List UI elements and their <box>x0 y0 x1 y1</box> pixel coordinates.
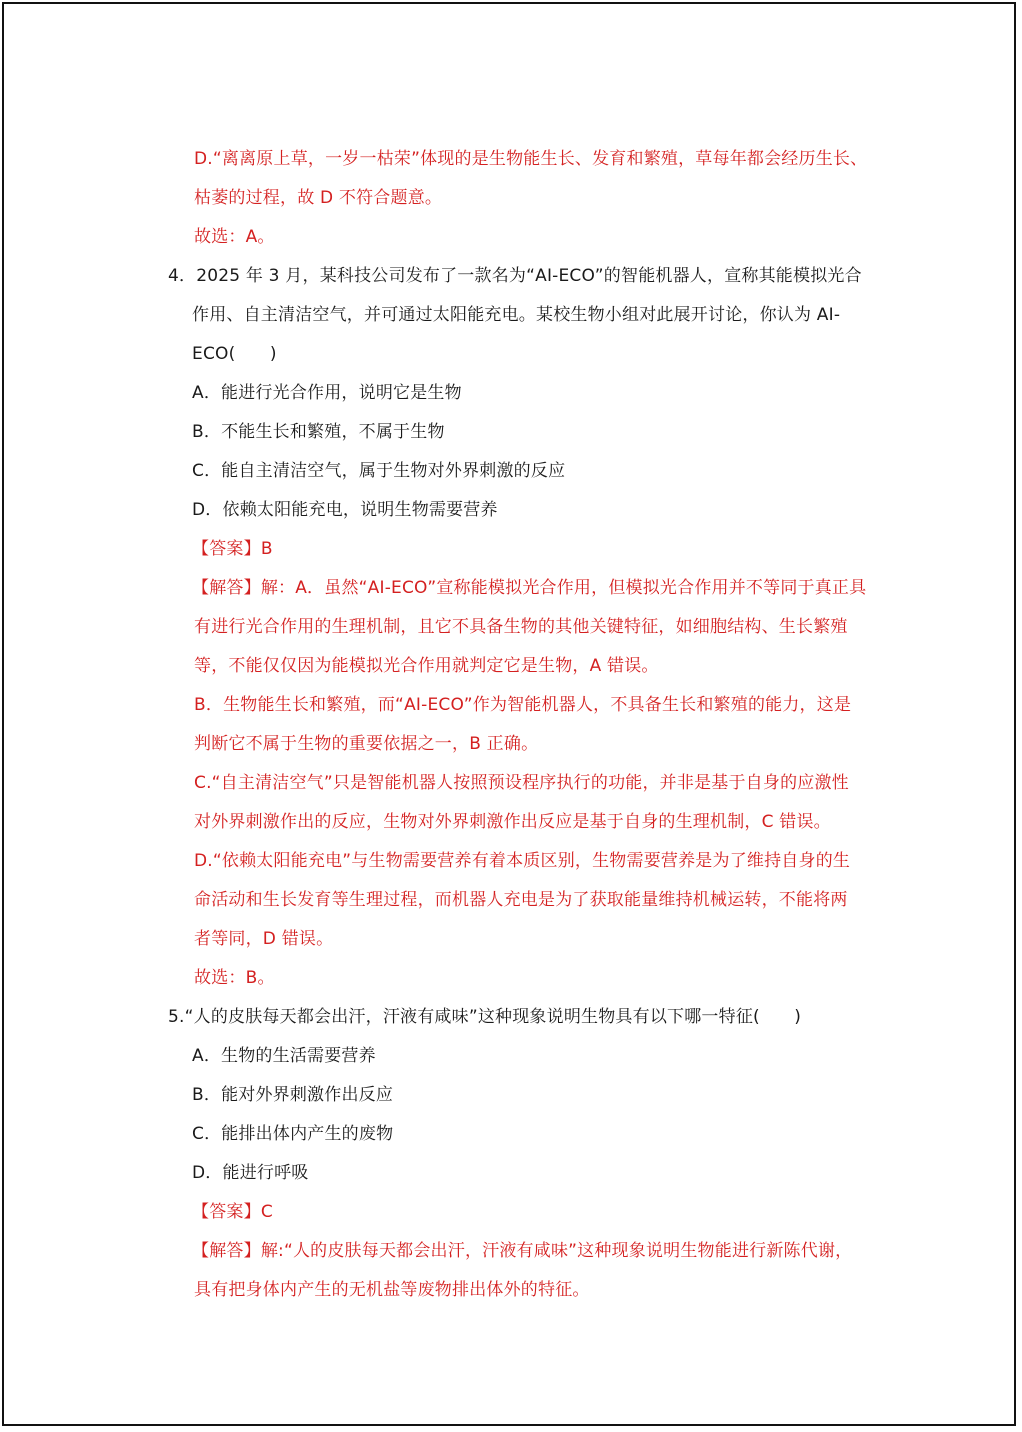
q5-analysis-line1 <box>192 1239 852 1263</box>
q4-analysis-line6: C.“自主清洁空气”只是智能机器人按照预设程序执行的功能，并非是基于自身的应激性 <box>194 773 849 793</box>
q4-option-b: B．不能生长和繁殖，不属于生物 <box>192 422 445 442</box>
q4-option-a: A．能进行光合作用，说明它是生物 <box>192 383 462 403</box>
q5-answer <box>192 1200 273 1224</box>
q4-analysis-line1 <box>192 576 866 600</box>
q4-stem-line2: 作用、自主清洁空气，并可通过太阳能充电。某校生物小组对此展开讨论，你认为 AI- <box>192 305 841 325</box>
q5-analysis-tag: 【解答】 <box>192 1241 261 1261</box>
q4-analysis-line3: 等，不能仅仅因为能模拟光合作用就判定它是生物，A 错误。 <box>194 656 659 676</box>
q4-answer-tag: 【答案】 <box>192 539 261 559</box>
q5-option-b: B．能对外界刺激作出反应 <box>192 1085 394 1105</box>
q5-answer-value: C <box>260 1202 273 1222</box>
prev-explanation-d-line2: 枯萎的过程，故 D 不符合题意。 <box>194 188 443 208</box>
q4-answer-value: B <box>260 539 273 559</box>
q4-analysis-line10: 者等同，D 错误。 <box>194 929 334 949</box>
q4-analysis-tag: 【解答】 <box>192 578 261 598</box>
q5-option-d: D．能进行呼吸 <box>192 1163 309 1183</box>
q4-analysis-line8: D.“依赖太阳能充电”与生物需要营养有着本质区别，生物需要营养是为了维持自身的生 <box>194 851 851 871</box>
q5-analysis-text: 解:“人的皮肤每天都会出汗，汗液有咸味”这种现象说明生物能进行新陈代谢， <box>260 1241 853 1261</box>
q5-answer-tag: 【答案】 <box>192 1202 261 1222</box>
prev-choice: 故选：A。 <box>194 227 275 247</box>
q5-analysis-line2: 具有把身体内产生的无机盐等废物排出体外的特征。 <box>194 1280 590 1300</box>
q4-option-d: D．依赖太阳能充电，说明生物需要营养 <box>192 500 498 520</box>
prev-explanation-d-line1: D.“离离原上草，一岁一枯荣”体现的是生物能生长、发育和繁殖，草每年都会经历生长、 <box>194 149 868 169</box>
q5-option-a: A．生物的生活需要营养 <box>192 1046 376 1066</box>
q4-analysis-text: 解：A．虽然“AI-ECO”宣称能模拟光合作用，但模拟光合作用并不等同于真正具 <box>260 578 867 598</box>
q4-analysis-line5: 判断它不属于生物的重要依据之一，B 正确。 <box>194 734 539 754</box>
q4-analysis-line9: 命活动和生长发育等生理过程，而机器人充电是为了获取能量维持机械运转，不能将两 <box>194 890 848 910</box>
q5-stem: 5.“人的皮肤每天都会出汗，汗液有咸味”这种现象说明生物具有以下哪一特征( ) <box>168 1007 802 1027</box>
q4-analysis-line2: 有进行光合作用的生理机制，且它不具备生物的其他关键特征，如细胞结构、生长繁殖 <box>194 617 848 637</box>
q5-option-c: C．能排出体内产生的废物 <box>192 1124 394 1144</box>
q4-option-c: C．能自主清洁空气，属于生物对外界刺激的反应 <box>192 461 566 481</box>
q4-stem-line1: 4．2025 年 3 月，某科技公司发布了一款名为“AI-ECO”的智能机器人，宣称其能模拟光合 <box>168 266 862 286</box>
q4-choice: 故选：B。 <box>194 968 275 988</box>
q4-answer <box>192 537 273 561</box>
q4-stem-line3: ECO( ) <box>192 344 277 364</box>
page <box>2 2 1016 1426</box>
q4-analysis-line7: 对外界刺激作出的反应，生物对外界刺激作出反应是基于自身的生理机制，C 错误。 <box>194 812 831 832</box>
q4-analysis-line4: B．生物能生长和繁殖，而“AI-ECO”作为智能机器人，不具备生长和繁殖的能力，这是 <box>194 695 852 715</box>
